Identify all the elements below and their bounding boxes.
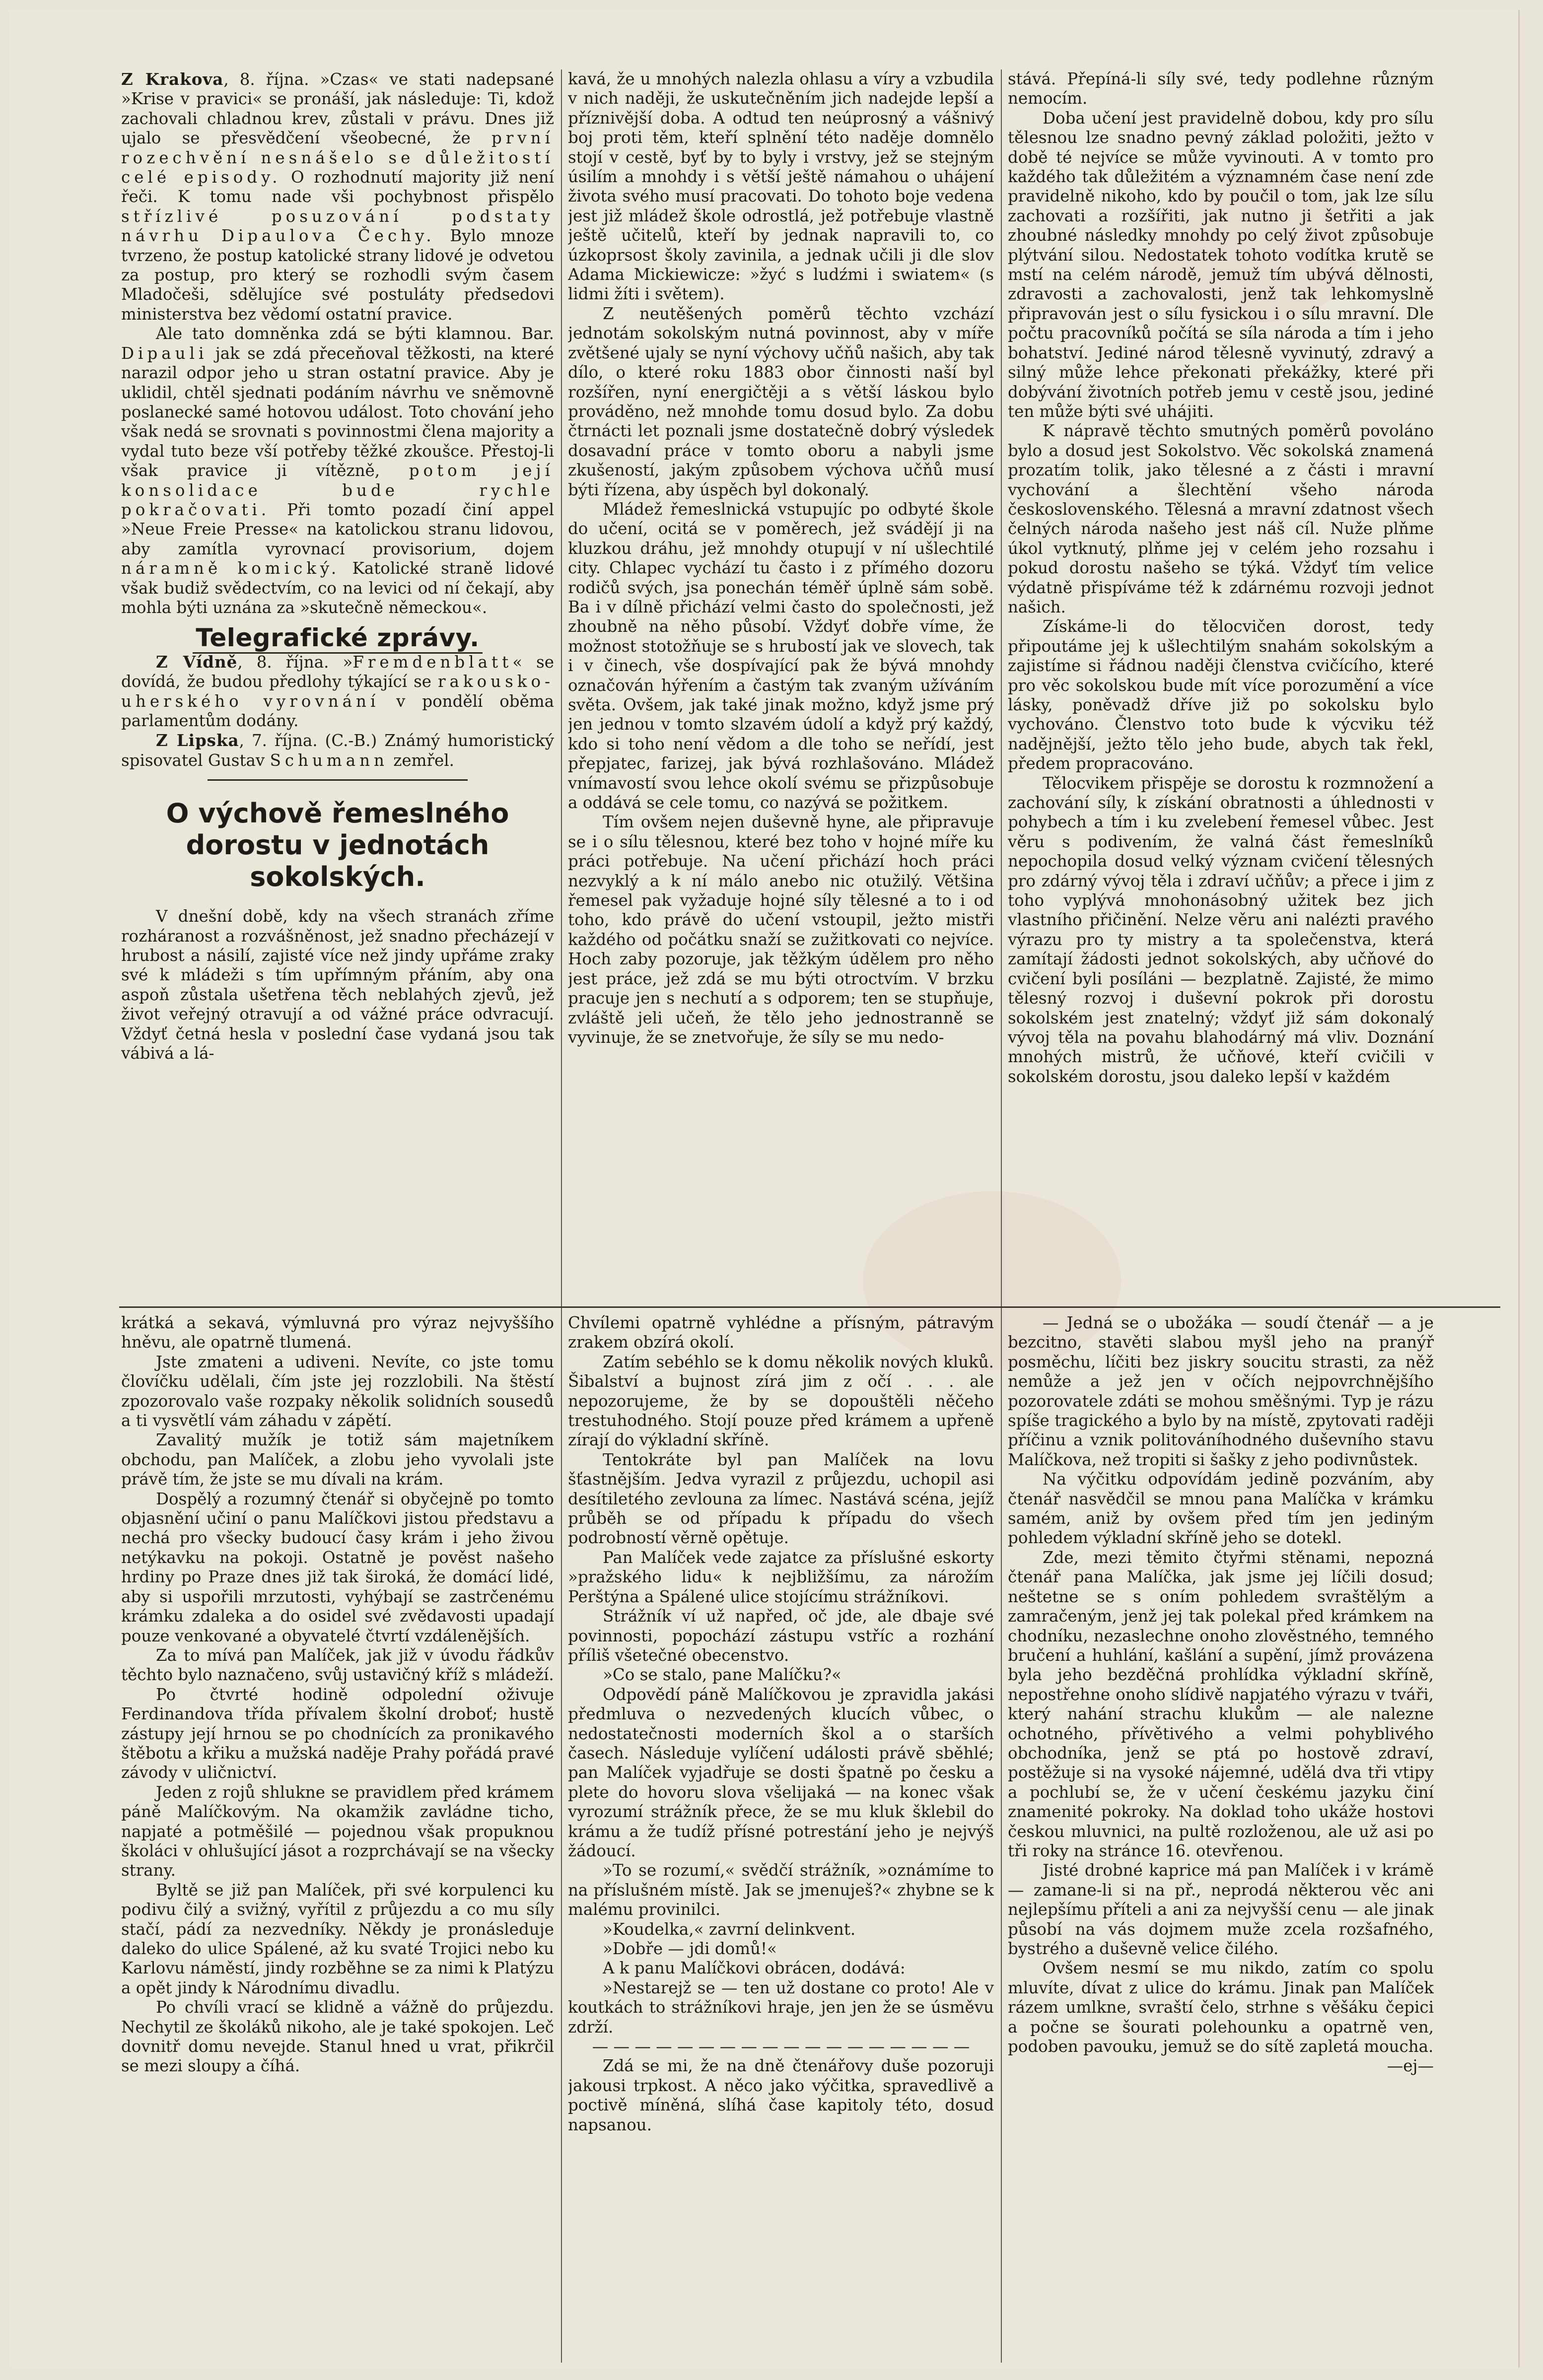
column-top-3 (1008, 69, 1434, 1301)
paragraph: krátká a sekavá, výmluvná pro výraz nejvyššího hněvu, ale opatrně tlumená. (121, 1313, 554, 1352)
paragraph: Získáme-li do tělocvičen dorost, tedy připoutáme jej k ušlechtilým snahám sokolským a zajistíme si řádnou naději členstva cvičícího, které pro věc sokolskou bude mít více porozumění a více lásky, poněvadž dříve již po sokolsku bylo vychováno. Členstvo toto bude k výcviku též nadějnější, ježto tělo jeho bude, abych tak řekl, předem propracováno. (1008, 617, 1434, 773)
paragraph: K nápravě těchto smutných poměrů povoláno bylo a dosud jest Sokolstvo. Věc sokolská znamená prozatím tolik, jako tělesné a z části i mravní vychování a šlechtění všeho národa československého. Tělesná a mravní zdatnost všech čelných národa našeho jest náš cíl. Nuže plňme úkol vytknutý, plňme jej v celém jeho rozsahu i pokud dorostu našeho se týká. Vždyť tím velice výdatně přispíváme též k zdárnému rozvoji jednot našich. (1008, 421, 1434, 616)
paragraph: »Koudelka,« zavrní delinkvent. (603, 1919, 856, 1939)
paragraph: Pan Malíček vede zajatce za příslušné eskorty »pražského lidu« k nejbližšímu, za nárožím Perštýna a Spálené ulice stojícímu strážníkovi. (568, 1548, 994, 1606)
article-headline: O výchově řemeslného dorostu v jednotách sokolských. (166, 798, 509, 893)
paragraph: Tělocvikem přispěje se dorostu k rozmnožení a zachování síly, k získání obratnosti a úhlednosti v pohybech a tím i ku zvelebení řemesel vůbec. Jest věru s podivením, že valná část řemeslníků nepochopila dosud velký význam cvičení tělesných pro zdárný vývoj těla i zdraví učňův; a přece i jim z toho vyplývá mnohonásobný užitek bez jich vlastního přičinění. Nelze věru ani nalézti pravého výrazu pro ty mistry a ta společenstva, která zamítají žádosti jednot sokolských, aby učňové do cvičení byli posíláni — bezplatně. Zajisté, že mimo tělesný rozvoj i duševní pokrok při dorostu sokolském jest znatelný; vždyť již sám dokonalý vývoj těla na povahu blahodárný má vliv. Doznání mnohých mistrů, že učňové, kteří cvičili v sokolském dorostu, jsou daleko lepší v každém (1008, 773, 1434, 1086)
paragraph: Doba učení jest pravidelně dobou, kdy pro sílu tělesnou lze snadno pevný základ položiti, ježto v době té nejvíce se může vyvinouti. A v tomto pro každého tak důležitém a významném čase není zde pravidelně nikoho, kdo by poučil o tom, jak lze sílu zachovati a rozšířiti, jak nutno ji šetřiti a jak zhoubné následky mnohdy po celý život způsobuje plýtvání silou. Nedostatek tohoto vodítka krutě se mstí na celém národě, jemuž tím ubývá dělnosti, zdravosti a zachovalosti, jenž tak lehkomyslně připravován jest o sílu fysickou i o sílu mravní. Dle počtu pracovníků počítá se síla národa a tím i jeho bohatství. Jediné národ tělesně vyvinutý, zdravý a silný může lehce překonati překážky, které při dobývání životních potřeb jemu v cestě jsou, jediné ten může býti své uhájiti. (1008, 108, 1434, 421)
section-heading: Telegrafické zprávy. (193, 623, 482, 654)
paragraph: A k panu Malíčkovi obrácen, dodává: (603, 1959, 906, 1978)
paragraph: Zavalitý mužík je totiž sám majetníkem obchodu, pan Malíček, a zlobu jeho vyvolali jste právě tím, že jste se mu dívali na krám. (121, 1430, 554, 1489)
author-signature: —ej— (1387, 2056, 1434, 2076)
section-break: — — — — — — — — — — — — — — — — — — (592, 2037, 970, 2056)
paragraph: Zdá se mi, že na dně čtenářovy duše pozoruji jakousi trpkost. A něco jako výčitka, spravedlivě a poctivě míněná, slíhá čase kapitoly této, dosud napsanou. (568, 2056, 994, 2134)
column-feuilleton-1 (121, 1313, 554, 2362)
column-top-1 (121, 69, 554, 1301)
paragraph: Z Lipska, 7. října. (C.-B.) Známý humoristický spisovatel Gustav Schumann zemřel. (121, 731, 554, 770)
column-divider (1001, 69, 1002, 2363)
column-top-2 (568, 69, 994, 1301)
telegraph-heading (121, 623, 554, 653)
paragraph: Z Krakova, 8. října. »Czas« ve stati nadepsané »Krise v pravici« se pronáší, jak následuje: Ti, kdož zachovali chladnou krev, zůstali v právu. Dnes již ujalo se přesvědčení všeobecné, že první rozechvění nesnášelo se důležitostí celé episody. O rozhodnutí majority již není řeči. K tomu nade vši pochybnost přispělo střízlivé posuzování podstaty návrhu Dipaulova Čechy. Bylo mnoze tvrzeno, že postup katolické strany lidové je odvetou za postup, pro který se rozhodli svým časem Mladočeši, sdělujíce své postuláty předsedovi ministerstva bez vědomí ostatní pravice. (121, 69, 554, 324)
paragraph: Za to mívá pan Malíček, jak již v úvodu řádkův těchto bylo naznačeno, svůj ustavičný kříž s mládeží. (121, 1645, 554, 1685)
paragraph: »Nestarejž se — ten už dostane co proto! Ale v koutkách to strážníkovi hraje, jen jen že se úsměvu zdrží. (568, 1978, 994, 2037)
paragraph: Strážník ví už napřed, oč jde, ale dbaje své povinnosti, popochází zástupu vstříc a rozhání příliš všetečné obecenstvo. (568, 1607, 994, 1665)
feuilleton-rule (119, 1306, 1500, 1308)
paragraph: Dospělý a rozumný čtenář si obyčejně po tomto objasnění učiní o panu Malíčkovi jistou představu a nechá pro všecky budoucí časy krám i jeho živou netýkavku na pokoji. Ostatně je pověst našeho hrdiny po Praze dnes již tak široká, že domácí lidé, aby si uspořili mrzutosti, vyhýbají se zastrčenému krámku zdaleka a do osidel své zvědavosti upadají pouze venkované a obyvatelé čtvrtí vzdálenějších. (121, 1489, 554, 1645)
paragraph: Po čtvrté hodině odpolední oživuje Ferdinandova třída přívalem školní droboť; hustě zástupy její hrnou se po chodnících za pronikavého štěbotu a křiku a mužská naděje Prahy pořádá pravé závody v uličnictví. (121, 1685, 554, 1782)
column-feuilleton-2 (568, 1313, 994, 2362)
paragraph: »Co se stalo, pane Malíčku?« (603, 1665, 842, 1685)
column-feuilleton-3 (1008, 1313, 1434, 2362)
paragraph: Po chvíli vrací se klidně a vážně do průjezdu. Nechytil ze školáků nikoho, ale je také spokojen. Leč dovnitř domu nevejde. Stanul hned u vrat, přikrčil se mezi sloupy a číhá. (121, 1998, 554, 2076)
paragraph: stává. Přepíná-li síly své, tedy podlehne různým nemocím. (1008, 69, 1434, 108)
paragraph: »Dobře — jdi domů!« (603, 1939, 777, 1958)
column-divider (561, 69, 562, 2363)
paragraph: Jeden z rojů shlukne se pravidlem před krámem páně Malíčkovým. Na okamžik zavládne ticho, napjaté a potměšilé — pojednou však propuknou školáci v ohlušující jásot a rozprchávají se na všecky strany. (121, 1782, 554, 1880)
paragraph: Tím ovšem nejen duševně hyne, ale připravuje se i o sílu tělesnou, které bez toho v hojné míře ku práci potřebuje. Na učení přichází hoch práci nezvyklý a k ní málo anebo nic otužilý. Většina řemesel pak vyžaduje hojné síly tělesné a to i od toho, kdo právě do učení vstoupil, ježto mistři každého od počátku snaží se zužitkovati co nejvíce. Hoch zaby pozoruje, jak těžkým údělem pro něho jest práce, jež zdá se mu býti otroctvím. V brzku pracuje jen s nechutí a s odporem; ten se stupňuje, zvláště jeli učeň, že tělo jeho jednostranně se vyvinuje, že se znetvořuje, že síly se mu nedo- (568, 813, 994, 1047)
paragraph: V dnešní době, kdy na všech stranách zříme rozháranost a rozvášněnost, jež snadno přecházejí v hrubost a násilí, zajisté více než jindy upřáme zraky své k mládeži s tím upřímným přáním, aby ona aspoň zůstala ušetřena těch neblahých zjevů, jež život veřejný otravují a od vážné práce odvracují. Vždyť četná hesla v poslední čase vydaná jsou tak vábivá a lá- (121, 907, 554, 1063)
paragraph: Chvílemi opatrně vyhlédne a přísným, pátravým zrakem obzírá okolí. (568, 1313, 994, 1352)
paragraph: Tentokráte byl pan Malíček na lovu šťastnějším. Jedva vyrazil z průjezdu, uchopil asi desítiletého zevlouna za límec. Nastává scéna, jejíž průběh se od případu k případu do všech podrobností věrně opětuje. (568, 1450, 994, 1548)
paragraph: Z neutěšených poměrů těchto vzchází jednotám sokolským nutná povinnost, aby v míře zvětšené ujaly se nyní výchovy učňů našich, aby tak dílo, o které roku 1883 obor činnosti naší byl rozšířen, nyní energičtěji a s větší láskou bylo prováděno, než mnohde tomu dosud bylo. Za dobu čtrnácti let poznali jsme dostatečně dobrý výsledek dosavadní práce v tomto oboru a nabyli jsme zkušeností, jakým způsobem výchova učňů musí býti řízena, aby úspěch byl dokonalý. (568, 304, 994, 499)
paragraph: »To se rozumí,« svědčí strážník, »oznámíme to na příslušném místě. Jak se jmenuješ?« zhybne se k malému provinilci. (568, 1861, 994, 1919)
paragraph: Odpovědí páně Malíčkovou je zpravidla jakási předmluva o nezvedených klucích vůbec, o nedostatečnosti moderních škol a o starších časech. Následuje vylíčení události právě sběhlé; pan Malíček vyjadřuje se dosti špatně po česku a plete do hovoru slova všelijaká — na konec však vyrozumí strážník přece, že se mu kluk šklebil do krámu a že tudíž přísné potrestání jeho je nejvýš žádoucí. (568, 1685, 994, 1860)
paragraph: kavá, že u mnohých nalezla ohlasu a víry a vzbudila v nich naději, že uskutečněním jich nadejde lepší a příznivější doba. A odtud ten neúprosný a vášnivý boj proti těm, kteří splnění této naděje domnělo stojí v cestě, byť by to byly i vrstvy, jež se stejným úsilím a mnohdy i s větší ještě námahou o uhájení života svého musí pracovati. Do tohoto boje vedena jest již mládež škole odrostlá, jež potřebuje vlastně ještě učitelů, kteří by jednak napravili to, co úzkoprsost školy zavinila, a jednak učili ji dle slov Adama Mickiewicze: »žyć s ludźmi i swiatem« (s lidmi žíti i světem). (568, 69, 994, 304)
paragraph: Ale tato domněnka zdá se býti klamnou. Bar. Dipauli jak se zdá přeceňoval těžkosti, na které narazil odpor jeho u stran ostatní pravice. Aby je uklidil, chtěl sjednati podáním návrhu ve sněmovně poslanecké samé hotovou událost. Toto chování jeho však nedá se srovnati s povinnostmi člena majority a vydal tuto beze vší potřeby těžké zkoušce. Přestoj-li však pravice ji vítězně, potom její konsolidace bude rychle pokračovati. Při tomto pozadí činí appel »Neue Freie Presse« na katolickou stranu lidovou, aby zamítla vyrovnací provisorium, dojem náramně komický. Katolické straně lidové však budiž svědectvím, co na levici od ní čekají, aby mohla býti uznána za »skutečně německou«. (121, 324, 554, 617)
paragraph: Zde, mezi těmito čtyřmi stěnami, nepozná čtenář pana Malíčka, jak jsme jej líčili dosud; neštetne se s oním pohledem svraštělým a zamračeným, jenž jej tak polekal před krámkem na chodníku, nezaslechne onoho zlověstného, temného bručení a huhlání, kašlání a supění, jímž provázena byla jeho bezděčná prohlídka výkladní skříně, nepostřehne onoho slídivě napjatého výrazu v tváři, který nahání strachu klukům — ale nalezne ochotného, přívětivého a velmi pohyblivého obchodníka, jenž se ptá po hostově zdraví, postěžuje si na vysoké nájemné, udělá dva tři vtipy a pochlubí se, že v učení českému jazyku činí znamenité pokroky. Na doklad toho ukáže hostovi českou mluvnici, na pultě rozloženou, ale už asi po tři roky na stránce 16. otevřenou. (1008, 1548, 1434, 1860)
paragraph: Z Vídně, 8. října. »Fremdenblatt« se dovídá, že budou předlohy týkající se rakousko-uherského vyrovnání v pondělí oběma parlamentům dodány. (121, 652, 554, 730)
paragraph: Byltě se již pan Malíček, při své korpulenci ku podivu čilý a svižný, vyřítil z průjezdu a co mu síly stačí, pádí za nezvedníky. Někdy je pronásleduje daleko do ulice Spálené, až ku svaté Trojici nebo ku Karlovu náměstí, jindy rozběhne se za nimi k Platýzu a opět jindy k Národnímu divadlu. (121, 1880, 554, 1997)
paragraph: Zatím sebéhlo se k domu několik nových kluků. Šibalství a bujnost zírá jim z očí . . . ale nepozorujeme, že by se dopouštěli něčeho trestuhodného. Stojí pouze před krámem a upřeně zírají do výkladní skříně. (568, 1352, 994, 1450)
paragraph: Mládež řemeslnická vstupujíc po odbyté škole do učení, ocitá se v poměrech, jež svádějí ji na kluzkou dráhu, jež mnohdy otupují v ní ušlechtilé city. Chlapec vychází tu často i z přímého dozoru rodičů svých, jsa ponechán téměř úplně sám sobě. Ba i v dílně přichází velmi často do společnosti, jež zhoubně na něho působí. Vždyť dobře víme, že možnost stotožňuje se s hrubostí jak ve slovech, tak i v činech, vše dospívající pak že bývá mnohdy označován hýřením a častým tak zvaným užíváním světa. Ovšem, jak také jinak možno, když jsme prý jen jednou v tomto slzavém údolí a když prý každý, kdo si toho není vědom a dle toho se neřídí, jest přepjatec, farizej, jak bývá rozhlašováno. Mládež vnímavostí svou lehce okolí svému se přizpůsobuje a oddává se cele tomu, co nazývá se požitkem. (568, 499, 994, 813)
section-rule (208, 779, 467, 781)
paragraph: Na výčitku odpovídám jedině pozváním, aby čtenář nasvědčil se mnou pana Malíčka v krámku samém, aniž by ovšem před tím jen jediným pohledem výkladní skříně jeho se dotekl. (1008, 1470, 1434, 1548)
paragraph: Ovšem nesmí se mu nikdo, zatím co spolu mluvíte, dívat z ulice do krámu. Jinak pan Malíček rázem umlkne, svraští čelo, strhne s věšáku čepici a počne se šourati polehounku a opatrně ven, podoben pavouku, jemuž se do sítě zapletá moucha. (1008, 1959, 1434, 2056)
newspaper-page (9, 10, 1520, 2368)
paragraph: Jste zmateni a udiveni. Nevíte, co jste tomu človíčku udělali, čím jste jej rozzlobili. Na štěstí zpozorovalo vaše rozpaky několik solidních sousedů a ti vysvětlí vám záhadu v zápětí. (121, 1352, 554, 1430)
paragraph: Jisté drobné kaprice má pan Malíček i v krámě — zamane-li si na př., neprodá některou věc ani nejlepšímu příteli a ani za nejvyšší cenu — ale jinak působí na vás dojmem muže zcela rozšafného, bystrého a duševně velice čilého. (1008, 1861, 1434, 1958)
paragraph: — Jedná se o ubožáka — soudí čtenář — a je bezcitno, stavěti slabou myšl jeho na pranýř posměchu, líčiti bez jiskry soucitu strasti, za něž nemůže a jež jen v očích nejpovrchnějšího pozorovatele zdáti se mohou směšnými. Typ je rázu spíše tragického a bylo by na místě, zpytovati raději příčinu a vznik politováníhodného duševního stavu Malíčkova, než tropiti si šašky z jeho podivnůstek. (1008, 1313, 1434, 1469)
